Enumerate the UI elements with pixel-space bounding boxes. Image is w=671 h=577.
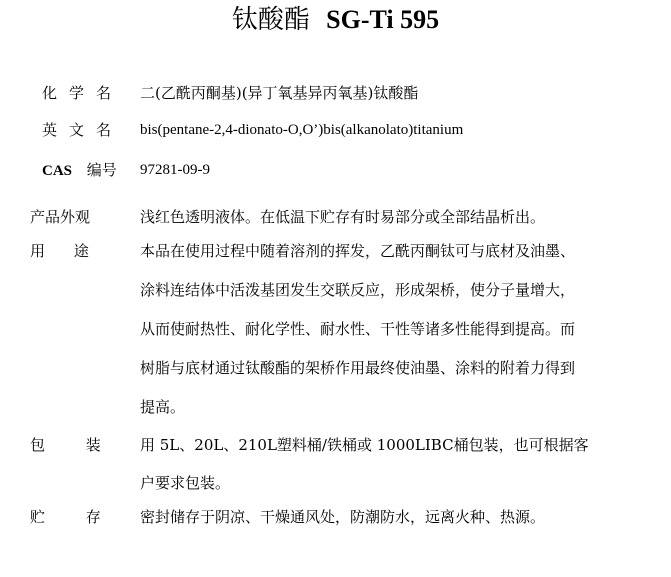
packaging-line: 用 5L、20L、210L塑料桶/铁桶或 1000LIBC桶包装，也可根据客 [140,436,589,454]
usage-line: 树脂与底材通过钛酸酯的架桥作用最终使油墨、涂料的附着力得到 [140,359,576,377]
appearance-label: 产品外观 [30,208,91,226]
eng-name-label: 英文名 [42,121,124,139]
usage-paragraph [140,232,575,427]
usage-line: 涂料连结体中活泼基团发生交联反应，形成架桥，使分子量增大， [140,281,576,299]
eng-name-value: bis(pentane-2,4-dionato-O,O’)bis(alkanolato)titanium [140,122,464,138]
usage-line: 提高。 [140,398,186,416]
page-title [0,4,671,36]
cas-value: 97281-09-9 [140,162,210,178]
packaging-label: 包 装 [30,436,101,454]
cas-label-cn: 编号 [86,161,117,179]
packaging-line: 户要求包装。 [140,474,231,492]
usage-line: 本品在使用过程中随着溶剂的挥发，乙酰丙酮钛可与底材及油墨、 [140,242,576,260]
storage-value: 密封储存于阴凉、干燥通风处，防潮防水，远离火种、热源。 [140,508,546,526]
chem-name-value: 二(乙酰丙酮基)(异丁氧基异丙氧基)钛酸酯 [140,84,419,102]
packaging-paragraph [140,426,589,502]
chem-name-label: 化学名 [42,84,124,102]
appearance-value: 浅红色透明液体。在低温下贮存有时易部分或全部结晶析出。 [140,208,546,226]
title-product-code: SG-Ti 595 [326,5,440,34]
usage-line: 从而使耐热性、耐化学性、耐水性、干性等诸多性能得到提高。而 [140,320,576,338]
storage-label: 贮 存 [30,508,101,526]
cas-label [42,161,117,180]
cas-label-bold: CAS [42,163,73,179]
title-chinese: 钛酸酯 [231,5,310,35]
usage-label: 用 途 [30,242,89,260]
